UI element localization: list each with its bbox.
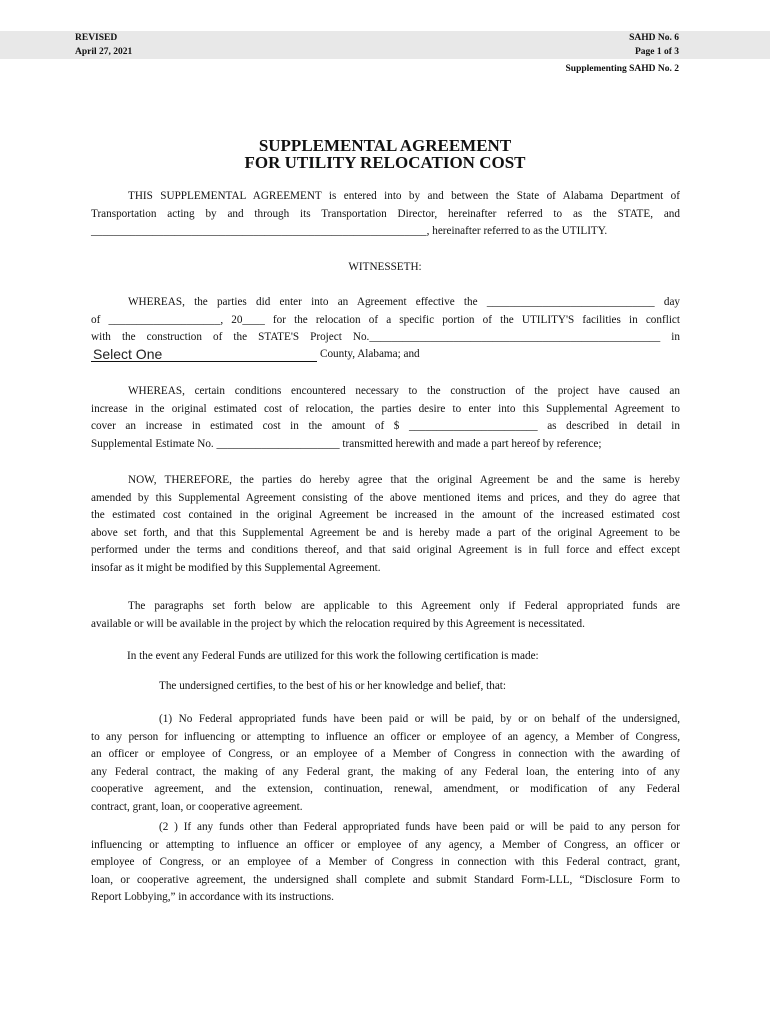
page-indicator: Page 1 of 3 [634, 47, 679, 57]
intro-paragraph [91, 188, 680, 241]
now-therefore-line: above set forth, and that this Supplemental Agreement be and is hereby made a part of the original Agreement to be [91, 526, 680, 539]
certification-statement: The undersigned certifies, to the best of his or her knowledge and belief, that: [159, 680, 507, 692]
paragraphs-line: The paragraphs set forth below are applicable to this Agreement only if Federal appropriated funds are [128, 600, 680, 612]
whereas-line: increase in the original estimated cost of relocation, the parties desire to enter into this Supplemental Agreement to [91, 402, 680, 415]
form-number: SAHD No. 6 [629, 33, 679, 43]
county-select[interactable]: Select One [91, 346, 317, 362]
now-therefore-line: performed under the terms and conditions thereof, and that said original Agreement is in full force and effect except [91, 544, 680, 557]
item-2-line: influencing or attempting to influence an officer or employee of any agency, a Member of Congress, an officer or [91, 838, 680, 851]
item-1-line: an officer or employee of Congress, or an employee of a Member of Congress in connection with the awarding of [91, 748, 680, 761]
paragraphs-applicable [91, 598, 680, 633]
item-1-line: (1) No Federal appropriated funds have been paid or will be paid, by or on behalf of the undersigned, [159, 713, 680, 725]
now-therefore-line: NOW, THEREFORE, the parties do hereby agree that the original Agreement be and the same is hereby [128, 474, 680, 486]
whereas-line: cover an increase in estimated cost in the amount of $ _______________________ as described in detail in [91, 420, 680, 433]
federal-funds-statement: In the event any Federal Funds are utilized for this work the following certification is made: [127, 650, 539, 662]
certification-item-1 [91, 711, 680, 817]
intro-line: Transportation acting by and through its Transportation Director, hereinafter referred to as the STATE, and [91, 207, 680, 220]
county-tail-text: County, Alabama; and [320, 348, 420, 360]
whereas-line: with the construction of the STATE'S Project No.____________________________________________________ in [91, 331, 680, 344]
now-therefore-line: amended by this Supplemental Agreement consisting of the above mentioned items and prices, and they do agree that [91, 491, 680, 504]
supplementing-label: Supplementing SAHD No. 2 [565, 64, 679, 74]
document-title: SUPPLEMENTAL AGREEMENT [258, 136, 512, 155]
item-2-line: (2 ) If any funds other than Federal appropriated funds have been paid or will be paid to any person for [159, 821, 680, 833]
whereas-paragraph-2 [91, 383, 680, 453]
item-2-line: employee of Congress, or an employee of a Member of Congress in connection with this Federal contract, grant, [91, 856, 680, 869]
whereas-line: WHEREAS, certain conditions encountered necessary to the construction of the project have caused an [128, 385, 680, 397]
whereas-line: Supplemental Estimate No. ______________________ transmitted herewith and made a part hereof by reference; [91, 437, 602, 450]
whereas-line: WHEREAS, the parties did enter into an Agreement effective the ______________________________ day [128, 296, 680, 308]
now-therefore-line: insofar as it might be modified by this Supplemental Agreement. [91, 561, 381, 574]
document-subtitle: FOR UTILITY RELOCATION COST [244, 153, 526, 172]
revision-date: April 27, 2021 [75, 47, 133, 57]
item-2-line: Report Lobbying,” in accordance with its instructions. [91, 891, 334, 904]
whereas-paragraph-1 [91, 294, 680, 347]
certification-item-2 [91, 819, 680, 907]
item-1-line: cooperative agreement, and the extension, continuation, renewal, amendment, or modification of any Federal [91, 783, 680, 796]
intro-line: THIS SUPPLEMENTAL AGREEMENT is entered into by and between the State of Alabama Department of [128, 190, 680, 202]
witnesseth-heading: WITNESSETH: [348, 261, 422, 273]
item-1-line: any Federal contract, the making of any Federal grant, the making of any Federal loan, the entering into of any [91, 765, 680, 778]
intro-line: ____________________________________________________________, hereinafter referred to as the UTILITY. [91, 225, 608, 238]
item-1-line: contract, grant, loan, or cooperative agreement. [91, 800, 303, 813]
paragraphs-line: available or will be available in the project by which the relocation required by this Agreement is necessitated. [91, 617, 585, 630]
now-therefore-line: the estimated cost contained in the original Agreement be increased in the amount of the increased estimated cost [91, 509, 680, 522]
item-2-line: loan, or cooperative agreement, the undersigned shall complete and submit Standard Form-LLL, “Disclosure Form to [91, 873, 680, 886]
now-therefore-paragraph [91, 472, 680, 578]
item-1-line: to any person for influencing or attempting to influence an officer or employee of an agency, a Member of Congress, [91, 730, 680, 743]
whereas-line: of ____________________, 20____ for the relocation of a specific portion of the UTILITY'S facilities in conflict [91, 313, 680, 326]
revised-label: REVISED [75, 33, 118, 43]
